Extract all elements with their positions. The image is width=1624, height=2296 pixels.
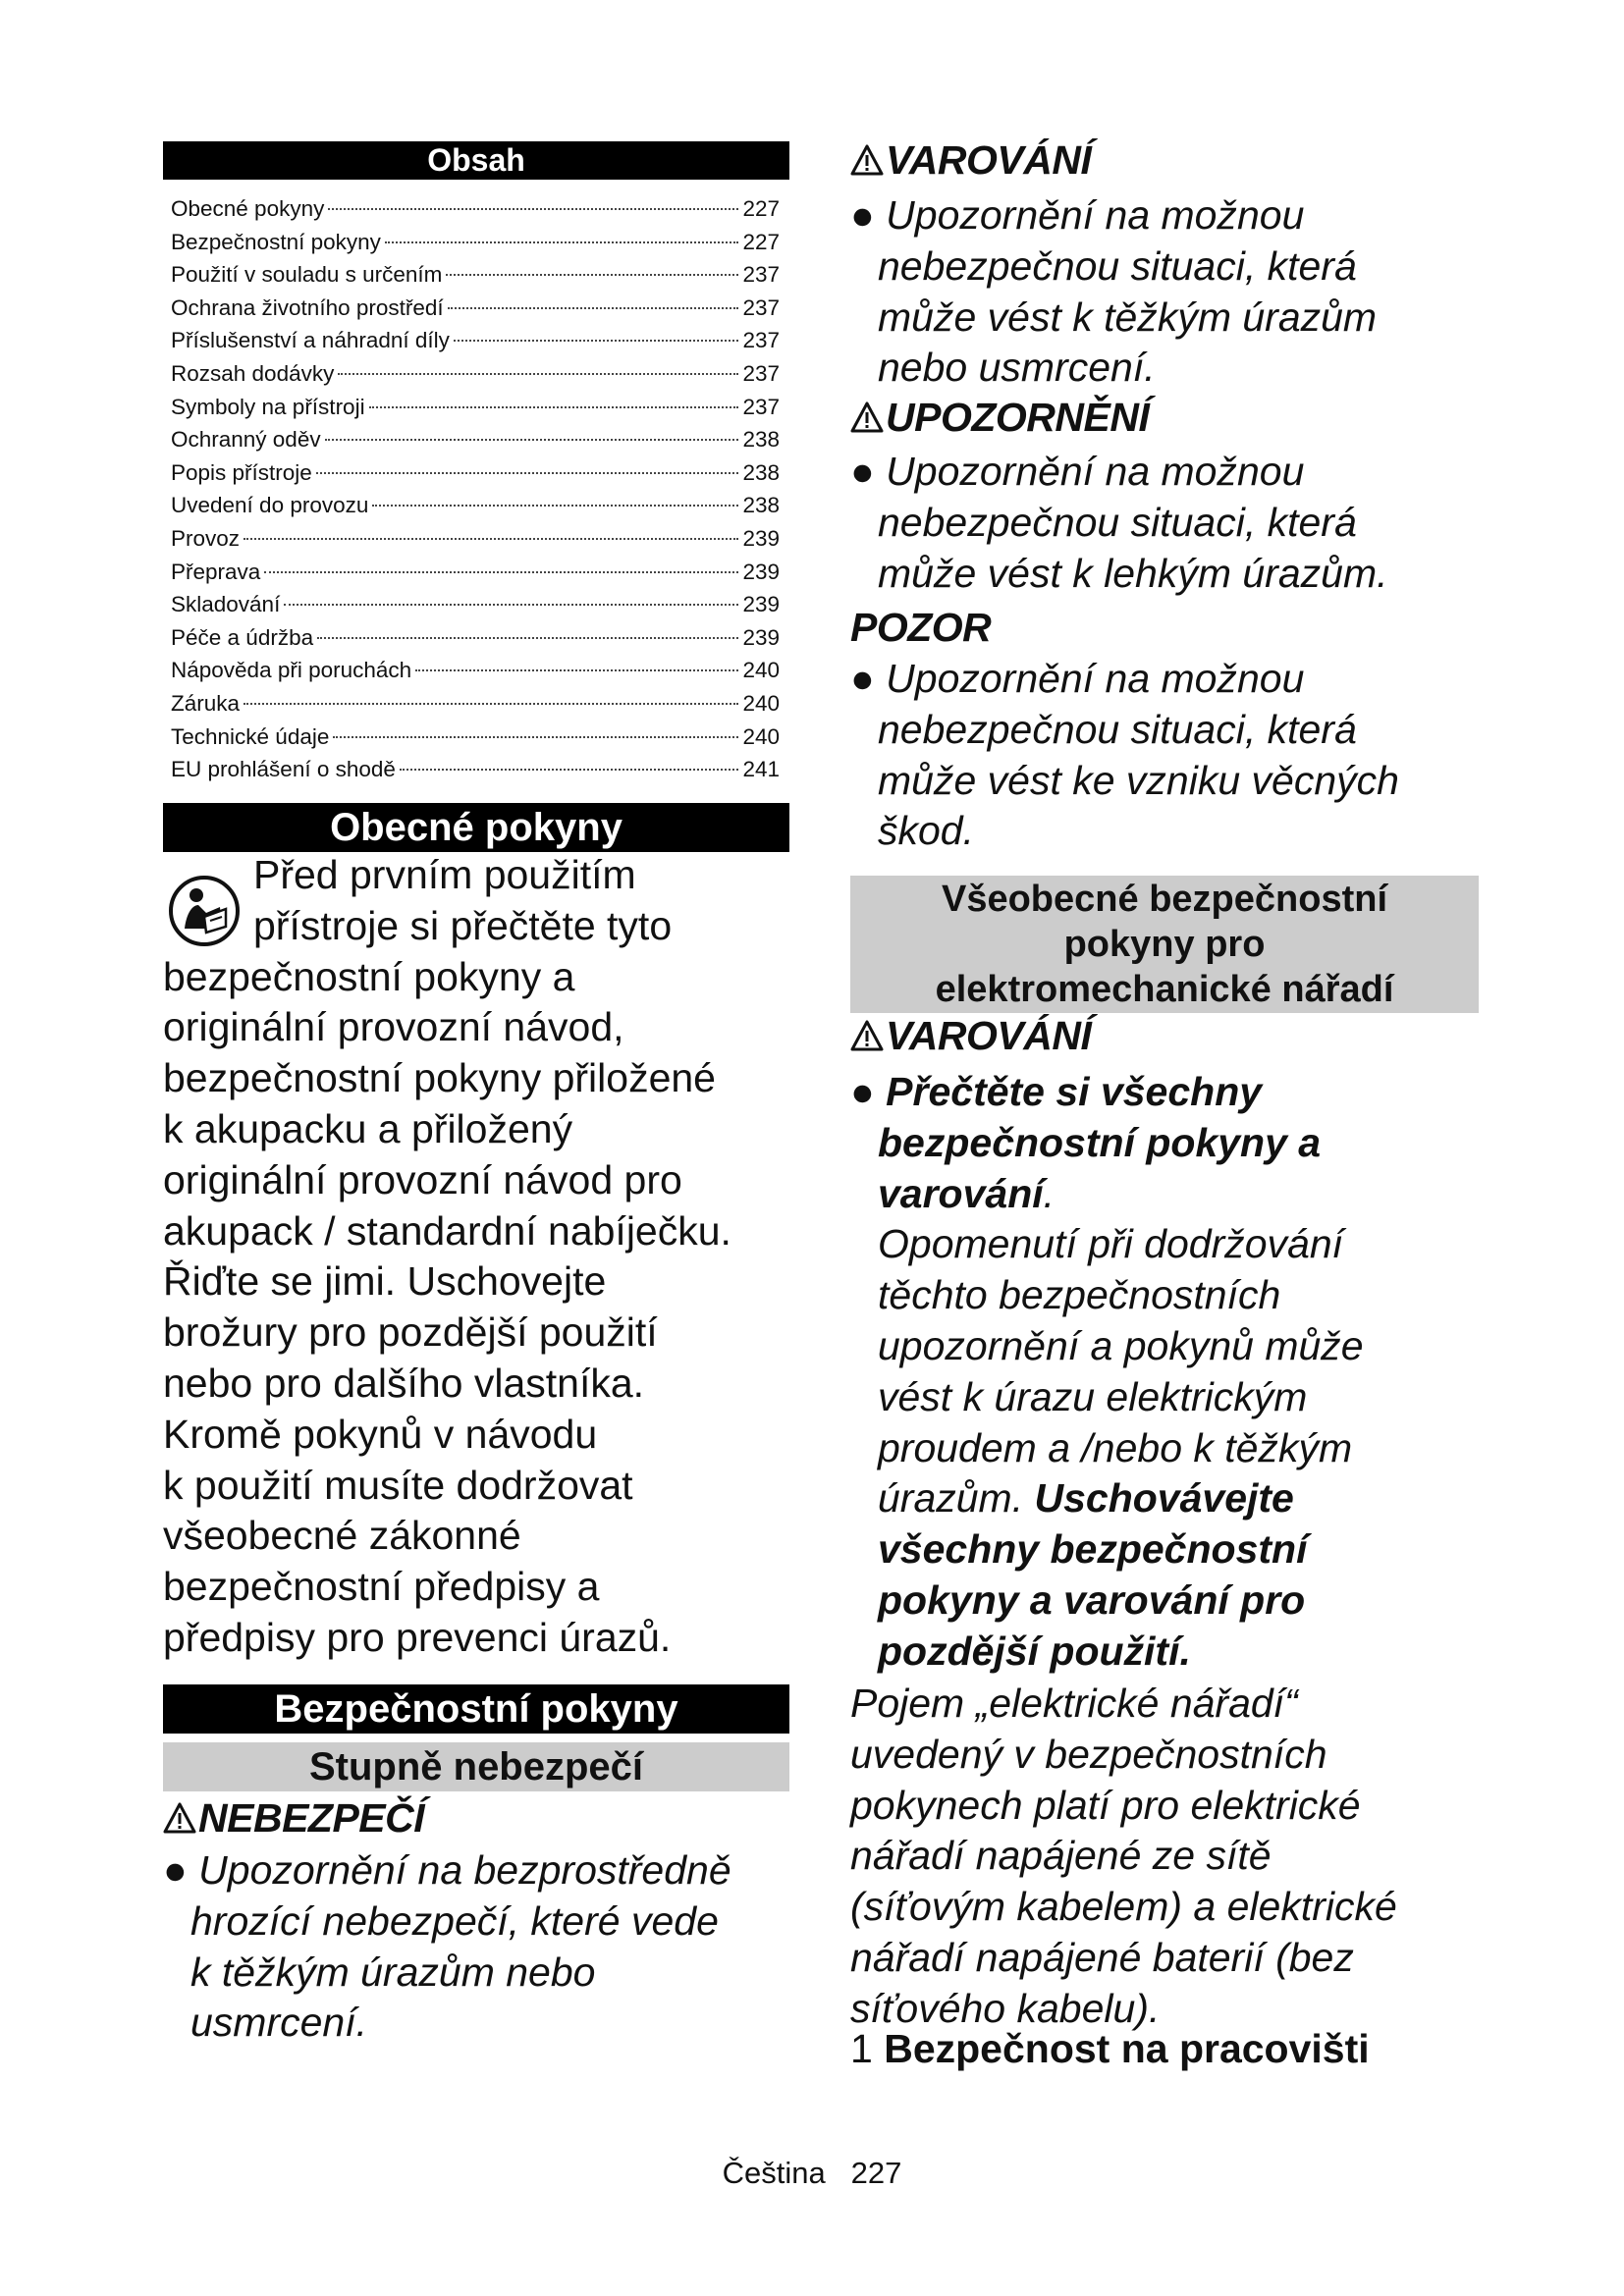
bullet-dot: ● [163, 1847, 199, 1893]
warning-triangle-icon [850, 1020, 884, 1051]
toc-entry-label: Skladování [171, 592, 281, 617]
toc-leader-dots [328, 208, 738, 210]
toc-entry [171, 721, 780, 754]
toc-entry [171, 753, 780, 786]
caution-title-text: UPOZORNĚNÍ [886, 395, 1150, 440]
electro-line-9: pozdější použití. [878, 1628, 1191, 1674]
toc-entry-label: Provoz [171, 525, 241, 551]
page-footer [0, 2156, 1624, 2191]
general-text-line: k akupacku a přiložený [163, 1105, 573, 1151]
toc-leader-dots [448, 307, 739, 309]
toc-leader-dots [369, 406, 739, 408]
toc-entry [171, 588, 780, 621]
general-text-line: brožury pro pozdější použití [163, 1309, 658, 1356]
danger-title-text: NEBEZPEČÍ [198, 1795, 425, 1841]
bullet-text-line: usmrcení. [190, 2000, 367, 2046]
table-of-contents [171, 192, 780, 786]
general-text-line: nebo pro dalšího vlastníka. [163, 1360, 645, 1406]
warning-title [850, 135, 1091, 185]
toc-entry [171, 423, 780, 456]
toc-leader-dots [316, 472, 739, 474]
general-text-line: přístroje si přečtěte tyto [253, 902, 673, 948]
toc-entry-page: 241 [742, 757, 780, 782]
general-text-line: k použití musíte dodržovat [163, 1462, 633, 1508]
toc-leader-dots [317, 637, 738, 639]
bullet-text-line: může vést k těžkým úrazům [878, 294, 1378, 340]
toc-entry-label: Technické údaje [171, 723, 330, 749]
bullet-text-line [163, 1845, 789, 1896]
caution-text [850, 447, 1479, 599]
section-heading-safety: Bezpečnostní pokyny [163, 1684, 789, 1734]
toc-entry-page: 239 [742, 624, 780, 650]
general-text-line: originální provozní návod, [163, 1004, 624, 1050]
toc-entry-label: Ochranný oděv [171, 427, 321, 453]
bullet-text-line: nebo usmrcení. [878, 345, 1156, 391]
term-text-line: nářadí napájené ze sítě [850, 1833, 1272, 1879]
term-text-line: Pojem „elektrické nářadí“ [850, 1681, 1298, 1726]
toc-entry-label: Rozsah dodávky [171, 360, 335, 386]
bullet-text: Upozornění na možnou [886, 192, 1305, 238]
subheading-electro-tools [850, 876, 1479, 1013]
toc-entry [171, 192, 780, 226]
term-text-line: (síťovým kabelem) a elektrické [850, 1884, 1397, 1930]
toc-entry-label: Popis přístroje [171, 459, 312, 485]
toc-entry-label: Použití v souladu s určením [171, 262, 443, 288]
electro-line-6a: úrazům. [878, 1475, 1035, 1522]
electro-dot: . [1043, 1170, 1056, 1216]
toc-entry [171, 556, 780, 589]
bullet-text-line: k těžkým úrazům nebo [190, 1949, 596, 1995]
bullet-dot: ● [850, 656, 887, 701]
toc-leader-dots [385, 241, 739, 243]
toc-entry-label: Přeprava [171, 559, 261, 584]
bullet-text-line [850, 447, 1479, 498]
toc-title: Obsah [163, 141, 789, 180]
toc-entry [171, 357, 780, 391]
bullet-text-line [850, 654, 1479, 705]
toc-leader-dots [284, 604, 738, 606]
toc-entry-page: 237 [742, 294, 780, 320]
toc-entry-label: Nápověda při poruchách [171, 658, 412, 683]
bullet-text-line: může vést ke vzniku věcných [878, 757, 1399, 803]
notice-text [850, 654, 1479, 857]
general-text-line: předpisy pro prevenci úrazů. [163, 1614, 672, 1660]
toc-entry-page: 227 [742, 196, 780, 221]
section-title: Bezpečnost na pracovišti [884, 2026, 1370, 2071]
toc-leader-dots [415, 669, 738, 671]
toc-entry-label: Bezpečnostní pokyny [171, 229, 381, 254]
toc-entry [171, 654, 780, 687]
general-text-line: bezpečnostní pokyny přiložené [163, 1055, 716, 1101]
electro-term-text [850, 1679, 1479, 2035]
toc-entry-page: 238 [742, 427, 780, 453]
section-heading-general: Obecné pokyny [163, 803, 789, 852]
bullet-text: Upozornění na bezprostředně [198, 1847, 731, 1893]
subheading-danger-levels: Stupně nebezpečí [163, 1742, 789, 1791]
electro-bold-line-2: bezpečnostní pokyny a [878, 1119, 1322, 1165]
toc-entry [171, 522, 780, 556]
general-text-line: originální provozní návod pro [163, 1156, 682, 1202]
toc-entry [171, 456, 780, 490]
toc-leader-dots [244, 703, 738, 705]
toc-entry-page: 237 [742, 262, 780, 288]
toc-entry-page: 237 [742, 360, 780, 386]
electro-line-5: proudem a /nebo k těžkým [878, 1424, 1353, 1470]
toc-leader-dots [400, 769, 739, 771]
bullet-dot: ● [850, 192, 887, 238]
toc-entry-page: 240 [742, 658, 780, 683]
toc-entry-page: 239 [742, 559, 780, 584]
toc-entry [171, 258, 780, 292]
section-1-heading [850, 2024, 1479, 2075]
toc-entry-page: 227 [742, 229, 780, 254]
general-text-line: všeobecné zákonné [163, 1513, 521, 1559]
toc-entry-label: Péče a údržba [171, 624, 314, 650]
electro-line-4: vést k úrazu elektrickým [878, 1373, 1308, 1419]
danger-text [163, 1845, 789, 2049]
footer-page-number: 227 [850, 2156, 902, 2190]
general-text-line: Před prvním použitím [253, 852, 636, 897]
electro-heading-line: pokyny pro [1063, 924, 1266, 965]
toc-entry-label: EU prohlášení o shodě [171, 757, 396, 782]
warning-text [850, 190, 1479, 394]
toc-entry [171, 687, 780, 721]
warning-title-text: VAROVÁNÍ [886, 137, 1092, 183]
toc-leader-dots [244, 538, 738, 540]
toc-leader-dots [264, 571, 738, 573]
electro-line-7: všechny bezpečnostní [878, 1526, 1308, 1573]
electro-line-3: upozornění a pokynů může [878, 1322, 1364, 1368]
toc-leader-dots [454, 340, 739, 342]
electro-warning-text: ● Přečtěte si všechny bezpečnostní pokyny a varování. Opomenutí při dodržování těchto bezpečnostních upozornění a pokynů může vést k úrazu elektrickým proudem a /nebo k těžkým úrazům. Uschovávejte všechny bezpečnostní pokyny a varování pro pozdější použití. [850, 1067, 1479, 1678]
bullet-text: Upozornění na možnou [886, 449, 1305, 494]
bullet-text: Upozornění na možnou [886, 656, 1305, 701]
toc-entry-page: 238 [742, 493, 780, 518]
electro-warning-title [850, 1011, 1091, 1060]
electro-bold-line-3: varování [878, 1170, 1044, 1216]
bullet-text-line [850, 190, 1479, 241]
general-text-line: bezpečnostní předpisy a [163, 1564, 600, 1610]
electro-bold-line-1: Přečtěte si všechny [886, 1069, 1263, 1114]
bullet-text-line: může vést k lehkým úrazům. [878, 550, 1388, 596]
toc-entry [171, 292, 780, 325]
term-text-line: síťového kabelu). [850, 1985, 1161, 2031]
toc-entry-label: Uvedení do provozu [171, 493, 369, 518]
term-text-line: pokynech platí pro elektrické [850, 1782, 1361, 1828]
electro-line-6b: Uschovávejte [1034, 1475, 1294, 1522]
toc-entry-label: Symboly na přístroji [171, 394, 365, 419]
bullet-text-line: škod. [878, 808, 974, 854]
warning-triangle-icon [163, 1802, 196, 1834]
bullet-text-line: nebezpečnou situaci, která [878, 706, 1357, 752]
toc-entry-page: 237 [742, 394, 780, 419]
electro-line-2: těchto bezpečnostních [878, 1272, 1281, 1318]
bullet-text-line: hrozící nebezpečí, které vede [190, 1897, 719, 1944]
danger-title [163, 1793, 424, 1842]
caution-title [850, 393, 1149, 442]
electro-line-1: Opomenutí při dodržování [878, 1221, 1344, 1267]
toc-entry [171, 391, 780, 424]
toc-entry [171, 621, 780, 655]
toc-leader-dots [333, 736, 738, 738]
toc-entry-page: 239 [742, 525, 780, 551]
toc-entry-label: Obecné pokyny [171, 196, 325, 221]
bullet-text-line: nebezpečnou situaci, která [878, 499, 1357, 545]
toc-entry-label: Ochrana životního prostředí [171, 294, 444, 320]
general-text-line: bezpečnostní pokyny a [163, 953, 575, 999]
general-text-line: akupack / standardní nabíječku. [163, 1207, 731, 1254]
toc-leader-dots [325, 439, 739, 441]
toc-entry-page: 239 [742, 592, 780, 617]
electro-warning-title-text: VAROVÁNÍ [886, 1013, 1092, 1058]
toc-entry-page: 240 [742, 690, 780, 716]
toc-entry-label: Záruka [171, 690, 241, 716]
toc-entry [171, 489, 780, 522]
section-number: 1 [850, 2026, 873, 2071]
toc-leader-dots [446, 274, 738, 276]
general-text [163, 850, 789, 1664]
notice-title: POZOR [850, 605, 992, 650]
general-text-line: Řiďte se jimi. Uschovejte [163, 1258, 607, 1305]
toc-leader-dots [338, 373, 738, 375]
electro-line-8: pokyny a varování pro [878, 1576, 1306, 1623]
toc-leader-dots [372, 505, 738, 507]
footer-language: Čeština [722, 2156, 826, 2190]
bullet-text-line: nebezpečnou situaci, která [878, 242, 1357, 289]
term-text-line: uvedený v bezpečnostních [850, 1731, 1327, 1777]
bullet-dot: ● [850, 449, 887, 494]
toc-entry [171, 226, 780, 259]
electro-heading-line: Všeobecné bezpečnostní [941, 879, 1387, 920]
term-text-line: nářadí napájené baterií (bez [850, 1934, 1354, 1980]
toc-entry [171, 324, 780, 357]
toc-entry-page: 237 [742, 328, 780, 353]
toc-entry-page: 238 [742, 459, 780, 485]
toc-entry-label: Příslušenství a náhradní díly [171, 328, 450, 353]
toc-entry-page: 240 [742, 723, 780, 749]
general-text-line: Kromě pokynů v návodu [163, 1411, 598, 1457]
warning-triangle-icon [850, 401, 884, 433]
warning-triangle-icon [850, 144, 884, 176]
electro-heading-line: elektromechanické nářadí [935, 969, 1394, 1010]
